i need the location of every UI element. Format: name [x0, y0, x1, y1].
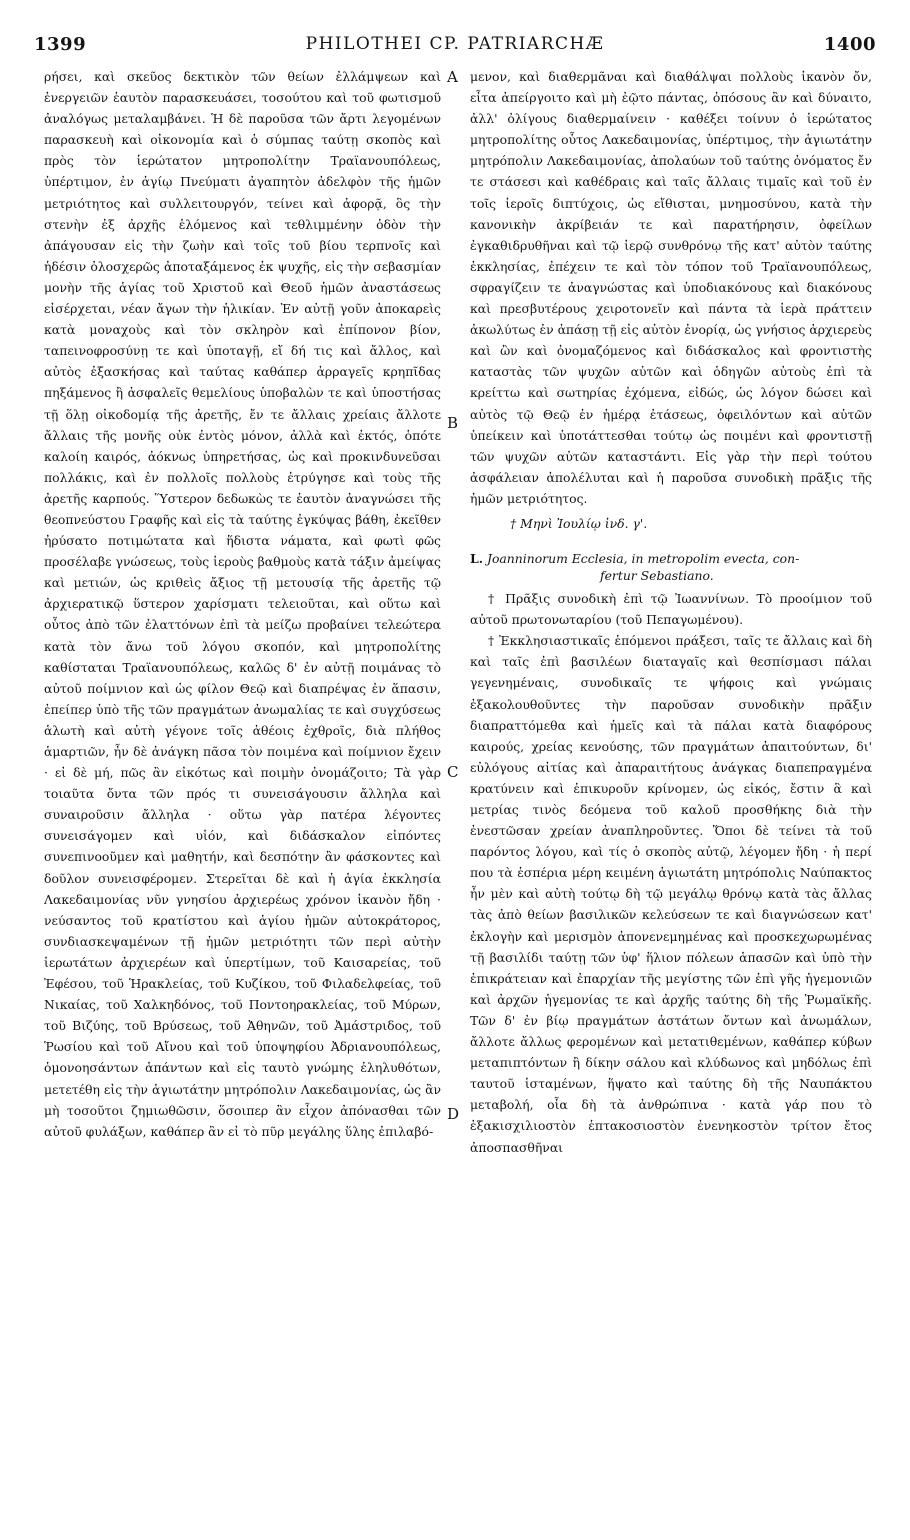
margin-marker-a: A [447, 68, 458, 86]
section-intro: † Πρᾶξις συνοδικὴ ἐπὶ τῷ Ἰωαννίνων. Τὸ προοίμιον τοῦ αὐτοῦ πρωτονωταρίου (τοῦ Πεπαγωμένου). [470, 591, 872, 628]
page-header [34, 34, 876, 60]
page-number-left: 1399 [34, 34, 87, 55]
left-column-text: ρήσει, καὶ σκεῦος δεκτικὸν τῶν θείων ἐλλάμψεων καὶ ἐνεργειῶν ἑαυτὸν παρασκευάσει, τοσούτου καὶ τοῦ φωτισμοῦ ἀναλόγως μεταλαμβάνει. Ἡ δὲ παροῦσα τῶν ἄρτι λεγομένων παρασκευὴ καὶ οἰκονομία καὶ ὁ σύμπας ταύτῃ σκοπὸς καὶ πρὸς τὸν ἱερώτατον μητροπολίτην Τραϊανουπόλεως, ὑπέρτιμον, ἐν ἁγίῳ Πνεύματι ἀγαπητὸν ἀδελφὸν τῆς ἡμῶν μετριότητος καὶ συλλειτουργόν, τείνει καὶ ἀφορᾷ, ὃς τὴν στενὴν ἐξ ἀρχῆς ἑλόμενος καὶ τεθλιμμένην ὁδὸν τὴν ἀπάγουσαν εἰς τὴν ζωὴν καὶ τοῖς τοῦ βίου τερπνοῖς καὶ ἡδέσιν ὀλοσχερῶς ἀποταξάμενος ἐκ ψυχῆς, εἰς τὴν σεβασμίαν μονὴν τῆς ἁγίας τοῦ Χριστοῦ καὶ Θεοῦ ἡμῶν ἀναστάσεως εἰσέρχεται, νέαν ἄγων τὴν ἡλικίαν. Ἐν αὐτῇ γοῦν ἀποκαρεὶς κατὰ μοναχοὺς καὶ τὸν σκληρὸν καὶ ἐπίπονον βίον, ταπεινοφροσύνῃ τε καὶ ὑποταγῇ, εἴ δή τις καὶ ἄλλος, καὶ αὐτὸς ἐξασκήσας καὶ ταύτας καθάπερ ἀρραγεῖς κρηπῖδας πηξάμενος ἢ ἀσφαλεῖς θεμελίους ὑποβαλὼν τε καὶ ὑποστήσας τῇ ὅλῃ οἰκοδομίᾳ τῆς ἀρετῆς, ἔν τε ἄλλαις χρείαις ἄλλοτε ἄλλαις τῆς μονῆς οὐκ ἐντὸς μόνον, ἀλλὰ καὶ ἐκτός, ὁπότε καλοίη καιρός, ἀόκνως ὑπηρετήσας, ὡς καὶ προκινδυνεῦσαι πολλάκις, καὶ ἐν πολλοῖς πολλοὺς ἐτρύγησε καὶ τοὺς τῆς ἀρετῆς καρπούς. Ὕστερον δεδωκὼς τε ἑαυτὸν ἀναγνώσει τῆς θεοπνεύστου Γραφῆς καὶ εἰς τὰ ταύτης ἐγκύψας βάθη, ἐκεῖθεν ἠρύσατο ποτιμώτατα καὶ ἥδιστα νάματα, καὶ φωτὶ φῶς προσέλαβε γνώσεως, τοὺς ἱεροὺς βαθμοὺς κατὰ τάξιν ἀμείψας καὶ μετιών, ὡς κριθεὶς ἄξιος τῇ μετουσίᾳ τῆς ἀρετῆς τῷ ἀρχιερατικῷ ὕστερον χαρίσματι τελειοῦται, καὶ οὕτω καὶ οὗτος ἀπὸ τῶν ἐλαττόνων ἐπὶ τὰ μείζω προβαίνει τελεώτερα κατὰ τὸν ἄνω τοῦ λόγου σκοπόν, καὶ μητροπολίτης καθίσταται Τραϊανουπόλεως, καλῶς δ' ἐν αὐτῇ ποιμάνας τὸ αὐτοῦ ποίμνιον καὶ ὡς φίλον Θεῷ καὶ διαπρέψας ἐν ἅπασιν, ἐπείπερ ὑπὸ τῆς τῶν πραγμάτων ἀνωμαλίας τε καὶ συγχύσεως ἁλωτὴ καὶ αὐτὴ γέγονε τοῖς ἀθέοις ἐχθροῖς, διὰ πλήθος ἁμαρτιῶν, ἦν δὲ ἀνάγκη πᾶσα τὸν ποιμένα καὶ ποίμνιον ἔχειν · εἰ δὲ μή, πῶς ἂν εἰκότως καὶ ποιμὴν ὀνομάζοιτο; Τὰ γὰρ τοιαῦτα ὄντα τῶν πρός τι συνεισάγουσιν ἄλληλα καὶ συναιροῦσιν ἄλληλα · οὕτω γὰρ πατέρα λέγοντες συνεισάγομεν καὶ υἱόν, καὶ διδάσκαλον εἰπόντες συνεπινοοῦμεν καὶ μαθητήν, καὶ δεσπότην ἂν φάσκοντες καὶ δοῦλον συνεισφέρομεν. Στερεῖται δὲ καὶ ἡ ἁγία ἐκκλησία Λακεδαιμονίας νῦν γνησίου ἀρχιερέως χρόνον ἱκανὸν ἤδη · νεύσαντος τοῦ κρατίστου καὶ ἁγίου ἡμῶν αὐτοκράτορος, συνδιασκεψαμένων τῇ ἡμῶν μετριότητι τῶν περὶ αὐτὴν ἱερωτάτων ἀρχιερέων καὶ ὑπερτίμων, τοῦ Καισαρείας, τοῦ Ἐφέσου, τοῦ Ἡρακλείας, τοῦ Κυζίκου, τοῦ Φιλαδελφείας, τοῦ Νικαίας, τοῦ Χαλκηδόνος, τοῦ Ποντοηρακλείας, τοῦ Μύρων, τοῦ Βιζύης, τοῦ Βρύσεως, τοῦ Ἀθηνῶν, τοῦ Ἀμάστριδος, τοῦ Ῥωσίου καὶ τοῦ Αἴνου καὶ τοῦ ὑποψηφίου Ἀδριανουπόλεως, ὁμονοησάντων ἁπάντων καὶ εἰς ταυτὸ γνώμης ἐληλυθότων, μετετέθη εἰς τὴν ἁγιωτάτην μητρόπολιν Λακεδαιμονίας, ὡς ἂν μὴ τοσοῦτοι ζημιωθῶσιν, ὅσοιπερ ἂν εἶχον ἀπόνασθαι τῶν αὐτοῦ φυλάξων, καθάπερ ἂν εἰ τὸ πῦρ μεγάλης ὕλης ἐπιλαβό- [44, 69, 441, 1139]
section-title-line-1: Joanninorum Ecclesia, in metropolim evecta, con- [486, 551, 800, 567]
section-title-line-2: fertur Sebastiano. [600, 568, 714, 584]
date-line: † Μηνὶ Ἰουλίῳ ἰνδ. γ'. [510, 515, 648, 531]
section-number: L. [470, 551, 484, 567]
margin-marker-d: D [447, 1105, 460, 1123]
left-column [44, 66, 441, 1520]
margin-marker-b: B [447, 414, 459, 432]
running-title: PHILOTHEI CP. PATRIARCHÆ [305, 34, 605, 54]
section-heading [470, 550, 872, 584]
page-number-right: 1400 [823, 34, 876, 55]
right-column [470, 66, 872, 1520]
margin-marker-c: C [447, 763, 459, 781]
section-body: † Ἐκκλησιαστικαῖς ἑπόμενοι πράξεσι, ταῖς τε ἄλλαις καὶ δὴ καὶ ταῖς ἐπὶ βασιλέων διαταγαῖς καὶ θεσπίσμασι πάλαι γεγενημέναις, συνοδικαῖς τε ψήφοις καὶ γνώμαις ἐξακολουθοῦντες τὴν παροῦσαν συνοδικὴν πρᾶξιν διαπραττόμεθα καὶ ἡμεῖς καὶ τὰ πάλαι κατὰ διαφόρους καιρούς, χρείας κενούσης, τῶν πραγμάτων ἀπαιτούντων, δι' εὐλόγους αἰτίας καὶ ἀπαραιτήτους ἀνάγκας διαπεπραγμένα κρατύνειν καὶ ἐπικυροῦν κρίνομεν, ὡς εἰκός, ἔστιν ἃ καὶ μετρίας τινὸς δεόμενα τοῦ καλοῦ προσθήκης διὰ τὴν ἐνεστῶσαν χρείαν ἀναπληροῦντες. Ὅποι δὲ τείνει τὰ τοῦ παρόντος λόγου, καὶ τίς ὁ σκοπὸς αὐτῷ, λέγομεν ἤδη · ἡ περί που τὰ ἑσπέρια μέρη κειμένη ἁγιωτάτη μητρόπολις Ναύπακτος ἦν μὲν καὶ αὐτὴ τούτῳ δὴ τῷ μεγάλῳ θρόνῳ κατὰ τὰς ἄλλας τὰς ἀπὸ θείων βασιλικῶν κελεύσεων τε καὶ διαγνώσεων κατ' ἐκλογὴν καὶ μερισμὸν ἀπονενεμημένας καὶ προσκεχωρωμένας τῇ βασιλίδι ταύτῃ τῶν ὑφ' ἥλιον πόλεων ἁπασῶν καὶ ὑπὸ τὴν ἐπικράτειαν καὶ ἐπαρχίαν τῆς μεγίστης τῶν ἐπὶ γῆς ἡγεμονιῶν καὶ ἀρχῶν ἡγεμονίας τε καὶ ἀρχῆς ταύτης δὴ τῆς Ῥωμαϊκῆς. Τῶν δ' ἐν βίῳ πραγμάτων ἀστάτων ὄντων καὶ ἀνωμάλων, ἄλλοτε ἄλλως φερομένων καὶ μετατιθεμένων, καθάπερ κύβων μεταπιπτόντων ἢ δίκην σάλου καὶ κλύδωνος καὶ μηδόλως ἐπὶ ταυτοῦ ἱσταμένων, ἥψατο καὶ ταύτης δὴ τῆς Ναυπάκτου μεταβολή, οἷα δὴ τὰ ἀνθρώπινα · κατὰ γάρ που τὸ ἑξακισχιλιοστὸν ἑπτακοσιοστὸν ἐνενηκοστὸν τρίτον ἔτος ἀποσπασθῆναι [470, 633, 872, 1155]
right-column-continuation: μενον, καὶ διαθερμᾶναι καὶ διαθάλψαι πολλοὺς ἱκανὸν ὄν, εἶτα ἀπείργοιτο καὶ μὴ ἐῷτο πάντας, ὁπόσους ἂν καὶ δύναιτο, ἀλλ' ὀλίγους διαθερμαίνειν · καθέξει τοίνυν ὁ ἱερώτατος μητροπολίτης οὗτος Λακεδαιμονίας, ὑπέρτιμος, τὴν ἁγιωτάτην μητρόπολιν Λακεδαιμονίας, ἀπολαύων τοῦ ταύτης ὀνόματος ἔν τε στάσεσι καὶ καθέδραις καὶ ταῖς ἄλλαις τιμαῖς καὶ τοῦ ἐν τοῖς ἱεροῖς διπτύχοις, ὡς εἴθισται, μνημοσύνου, κατὰ τὴν κανονικὴν ἀκρίβειάν τε καὶ παρατήρησιν, ὀφείλων ἐγκαθιδρυθῆναι καὶ τῷ ἱερῷ συνθρόνῳ τῆς κατ' αὐτὸν ταύτης ἐκκλησίας, ἐπέχειν τε καὶ τὸν τόπον τοῦ Τραϊανουπόλεως, σφραγίζειν τε ἀναγνώστας καὶ ὑποδιακόνους καὶ διακόνους καὶ πρεσβυτέρους χειροτονεῖν καὶ πάντα τὰ ἱερὰ πράττειν ἀκωλύτως ἐν ἁπάσῃ τῇ εἰς αὐτὸν ἐνορίᾳ, ὡς γνήσιος ἀρχιερεὺς καὶ ὢν καὶ ὀνομαζόμενος καὶ διδάσκαλος καὶ φροντιστὴς καταστὰς τῶν ψυχῶν αὐτῶν καὶ ὁδηγῶν αὐτοὺς ἐπὶ τὰ κρείττω καὶ σωτηρίας ἐχόμενα, εἰδώς, ὡς λόγον δώσει καὶ αὐτὸς τῷ Θεῷ ἐν ἡμέρᾳ ἐτάσεως, ὀφειλόντων καὶ αὐτῶν ὑπείκειν καὶ ὑποτάττεσθαι τούτῳ ὡς ποιμένι καὶ φροντιστῇ τῶν ψυχῶν αὐτῶν καταστάντι. Εἰς γὰρ τὴν περὶ τούτου ἀσφάλειαν ἀπολέλυται καὶ ἡ παροῦσα συνοδικὴ πρᾶξις τῆς ἡμῶν μετριότητος. [470, 69, 872, 506]
